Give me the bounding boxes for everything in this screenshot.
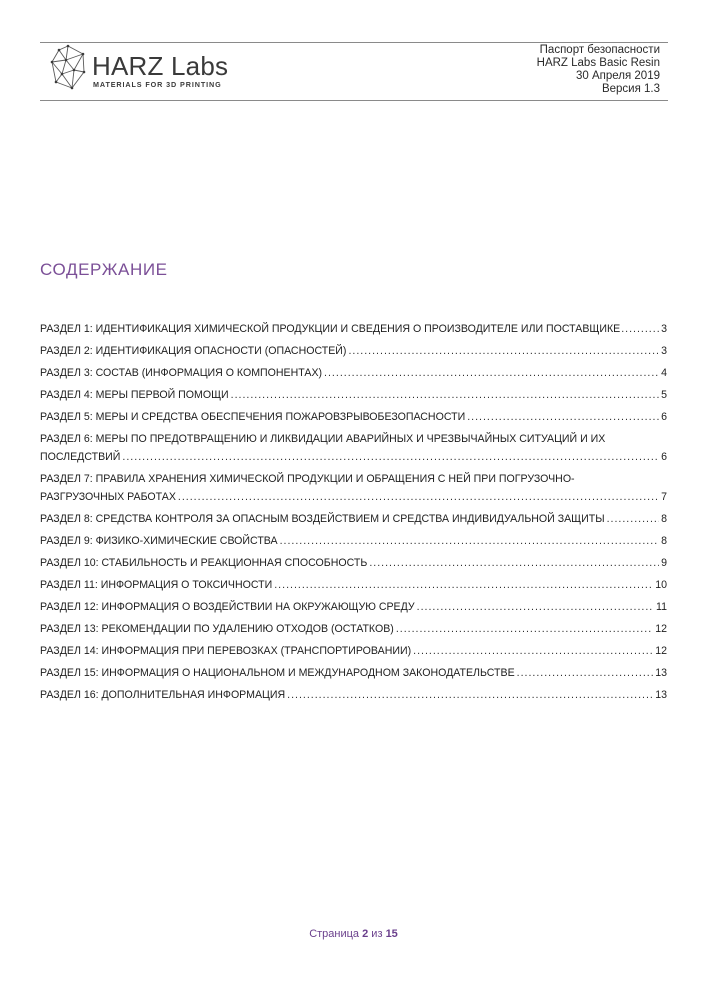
toc-entry-page: 6 [661,411,667,423]
toc-title: СОДЕРЖАНИЕ [40,260,168,279]
doc-date: 30 Апреля 2019 [575,70,660,82]
total-pages-number: 15 [385,928,398,940]
toc-entry-section-10[interactable] [40,554,667,572]
toc-entry-text: РАЗДЕЛ 7: ПРАВИЛА ХРАНЕНИЯ ХИМИЧЕСКОЙ ПРОДУКЦИИ И ОБРАЩЕНИЯ С НЕЙ ПРИ ПОГРУЗОЧНО- [40,473,575,485]
toc-entry-page: 12 [655,645,667,657]
toc-entry-text: РАЗГРУЗОЧНЫХ РАБОТАХ [40,491,176,503]
toc-entry-section-5[interactable] [40,408,667,426]
brand-name: HARZ Labs [92,51,229,81]
toc-entry-page: 13 [655,689,667,701]
of-label: из [371,928,383,940]
dot-leader [231,386,659,404]
page-label: Страница [309,928,360,940]
toc-entry-page: 3 [661,345,667,357]
toc-entry-text: РАЗДЕЛ 3: СОСТАВ (ИНФОРМАЦИЯ О КОМПОНЕНТАХ) [40,367,323,379]
toc-entry-text: РАЗДЕЛ 15: ИНФОРМАЦИЯ О НАЦИОНАЛЬНОМ И МЕЖДУНАРОДНОМ ЗАКОНОДАТЕЛЬСТВЕ [40,667,515,679]
toc-entry-page: 8 [661,535,667,547]
dot-leader [324,364,659,382]
toc-entry-text: ПОСЛЕДСТВИЙ [40,451,121,463]
toc-entry-section-13[interactable] [40,620,667,638]
dot-leader [517,664,654,682]
toc-entry-text: РАЗДЕЛ 2: ИДЕНТИФИКАЦИЯ ОПАСНОСТИ (ОПАСНОСТЕЙ) [40,345,347,357]
toc-entry-text: РАЗДЕЛ 12: ИНФОРМАЦИЯ О ВОЗДЕЙСТВИИ НА ОКРУЖАЮЩУЮ СРЕДУ [40,601,415,613]
document-info [537,44,660,96]
header-bottom-rule [40,100,668,101]
toc-entry-page: 12 [655,623,667,635]
toc-entry-section-7[interactable] [40,470,667,506]
toc-entry-text: РАЗДЕЛ 14: ИНФОРМАЦИЯ ПРИ ПЕРЕВОЗКАХ (ТРАНСПОРТИРОВАНИИ) [40,645,412,657]
dot-leader [280,532,660,550]
toc-entry-section-14[interactable] [40,642,667,660]
toc-entry-section-16[interactable] [40,686,667,704]
toc-entry-page: 9 [661,557,667,569]
dot-leader [348,342,659,360]
toc-entry-page: 5 [661,389,667,401]
dot-leader [621,320,659,338]
dot-leader [178,488,659,506]
toc-entry-text: РАЗДЕЛ 4: МЕРЫ ПЕРВОЙ ПОМОЩИ [40,389,229,401]
header-top-rule [40,42,668,43]
table-of-contents [40,320,667,708]
toc-entry-page: 8 [661,513,667,525]
dot-leader [417,598,654,616]
dot-leader [413,642,653,660]
toc-entry-section-12[interactable] [40,598,667,616]
toc-entry-page: 10 [655,579,667,591]
brand-tagline: MATERIALS FOR 3D PRINTING [93,80,222,89]
dot-leader [467,408,659,426]
toc-entry-section-8[interactable] [40,510,667,528]
toc-entry-page: 3 [661,323,667,335]
toc-entry-section-6[interactable] [40,430,667,466]
doc-type: Паспорт безопасности [539,44,660,56]
doc-version: Версия 1.3 [601,83,660,95]
toc-entry-section-11[interactable] [40,576,667,594]
current-page-number: 2 [362,928,369,940]
product-name: HARZ Labs Basic Resin [536,57,660,69]
toc-entry-section-15[interactable] [40,664,667,682]
toc-entry-text: РАЗДЕЛ 5: МЕРЫ И СРЕДСТВА ОБЕСПЕЧЕНИЯ ПОЖАРОВЗРЫВОБЕЗОПАСНОСТИ [40,411,466,423]
toc-entry-section-2[interactable] [40,342,667,360]
toc-entry-section-3[interactable] [40,364,667,382]
toc-entry-text: РАЗДЕЛ 8: СРЕДСТВА КОНТРОЛЯ ЗА ОПАСНЫМ ВОЗДЕЙСТВИЕМ И СРЕДСТВА ИНДИВИДУАЛЬНОЙ ЗАЩИТЫ [40,513,605,525]
dot-leader [274,576,653,594]
toc-entry-text: РАЗДЕЛ 11: ИНФОРМАЦИЯ О ТОКСИЧНОСТИ [40,579,273,591]
toc-entry-section-4[interactable] [40,386,667,404]
toc-entry-text: РАЗДЕЛ 9: ФИЗИКО-ХИМИЧЕСКИЕ СВОЙСТВА [40,535,278,547]
dot-leader [369,554,659,572]
toc-entry-page: 4 [661,367,667,379]
polyhedron-logo-icon [50,44,86,90]
toc-entry-page: 13 [655,667,667,679]
dot-leader [396,620,653,638]
dot-leader [122,448,659,466]
toc-entry-section-1[interactable] [40,320,667,338]
page-header [40,40,668,102]
toc-entry-page: 7 [661,491,667,503]
toc-entry-page: 6 [661,451,667,463]
page-footer [0,928,707,940]
toc-entry-text: РАЗДЕЛ 6: МЕРЫ ПО ПРЕДОТВРАЩЕНИЮ И ЛИКВИДАЦИИ АВАРИЙНЫХ И ЧРЕЗВЫЧАЙНЫХ СИТУАЦИЙ И ИХ [40,433,606,445]
toc-entry-continuation [40,488,667,506]
dot-leader [607,510,660,528]
brand-logo [50,44,250,94]
toc-entry-text: РАЗДЕЛ 13: РЕКОМЕНДАЦИИ ПО УДАЛЕНИЮ ОТХОДОВ (ОСТАТКОВ) [40,623,394,635]
toc-entry-page: 11 [656,601,667,613]
dot-leader [287,686,653,704]
toc-entry-text: РАЗДЕЛ 16: ДОПОЛНИТЕЛЬНАЯ ИНФОРМАЦИЯ [40,689,286,701]
toc-entry-section-9[interactable] [40,532,667,550]
toc-entry-text: РАЗДЕЛ 10: СТАБИЛЬНОСТЬ И РЕАКЦИОННАЯ СПОСОБНОСТЬ [40,557,368,569]
toc-entry-continuation [40,448,667,466]
toc-entry-text: РАЗДЕЛ 1: ИДЕНТИФИКАЦИЯ ХИМИЧЕСКОЙ ПРОДУКЦИИ И СВЕДЕНИЯ О ПРОИЗВОДИТЕЛЕ ИЛИ ПОСТАВЩИКЕ [40,323,621,335]
